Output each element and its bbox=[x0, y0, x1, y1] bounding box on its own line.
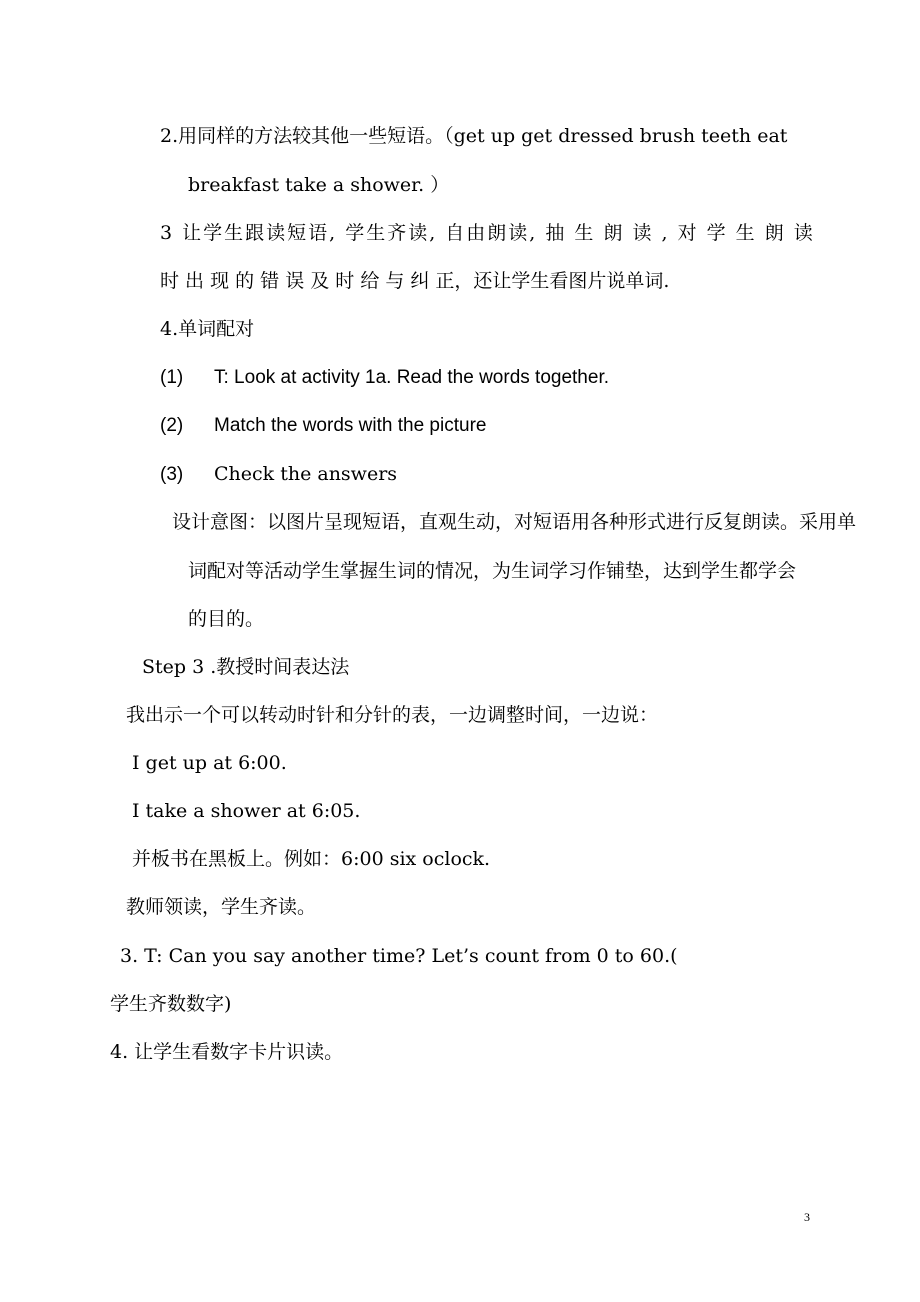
design-intent-end: 的目的。 bbox=[188, 608, 265, 630]
step-3-line: 3 让学生跟读短语, 学生齐读, 自由朗读, 抽 生 朗 读 , 对 学 生 朗 读 bbox=[160, 222, 815, 244]
number-cards-line: 4. 让学生看数字卡片识读。 bbox=[110, 1041, 344, 1063]
list-number: (2) bbox=[160, 415, 184, 436]
page-number: 3 bbox=[804, 1210, 810, 1224]
example-sentence-1: I get up at 6:00. bbox=[132, 752, 287, 774]
list-item-1 bbox=[160, 366, 609, 390]
list-number: (3) bbox=[160, 464, 184, 485]
design-intent-line: 设计意图：以图片呈现短语，直观生动，对短语用各种形式进行反复朗读。采用单 bbox=[172, 511, 857, 533]
counting-line: 3. T: Can you say another time? Let’s count from 0 to 60.( bbox=[120, 945, 678, 967]
counting-continuation: 学生齐数数字) bbox=[110, 993, 232, 1015]
step-4-heading: 4.单词配对 bbox=[160, 318, 255, 340]
reading-line: 教师领读，学生齐读。 bbox=[126, 896, 317, 918]
teacher-demo-line: 我出示一个可以转动时针和分针的表，一边调整时间，一边说： bbox=[126, 704, 659, 726]
example-sentence-2: I take a shower at 6:05. bbox=[132, 800, 361, 822]
step-2-continuation: breakfast take a shower. ） bbox=[188, 174, 450, 196]
step-2-line: 2.用同样的方法较其他一些短语。（get up get dressed brush teeth eat bbox=[160, 125, 788, 147]
list-item-2 bbox=[160, 414, 486, 438]
list-item-3 bbox=[160, 462, 397, 487]
step-3-continuation: 时 出 现 的 错 误 及 时 给 与 纠 正，还让学生看图片说单词. bbox=[160, 270, 670, 292]
blackboard-line: 并板书在黑板上。例如：6:00 six oclock. bbox=[132, 848, 491, 870]
list-number: (1) bbox=[160, 367, 184, 388]
design-intent-continuation: 词配对等活动学生掌握生词的情况，为生词学习作铺垫，达到学生都学会 bbox=[188, 560, 797, 582]
step-3-heading: Step 3 .教授时间表达法 bbox=[142, 656, 350, 678]
list-text: T: Look at activity 1a. Read the words together. bbox=[214, 367, 610, 388]
list-text: Check the answers bbox=[214, 463, 398, 485]
list-text: Match the words with the picture bbox=[214, 415, 487, 436]
